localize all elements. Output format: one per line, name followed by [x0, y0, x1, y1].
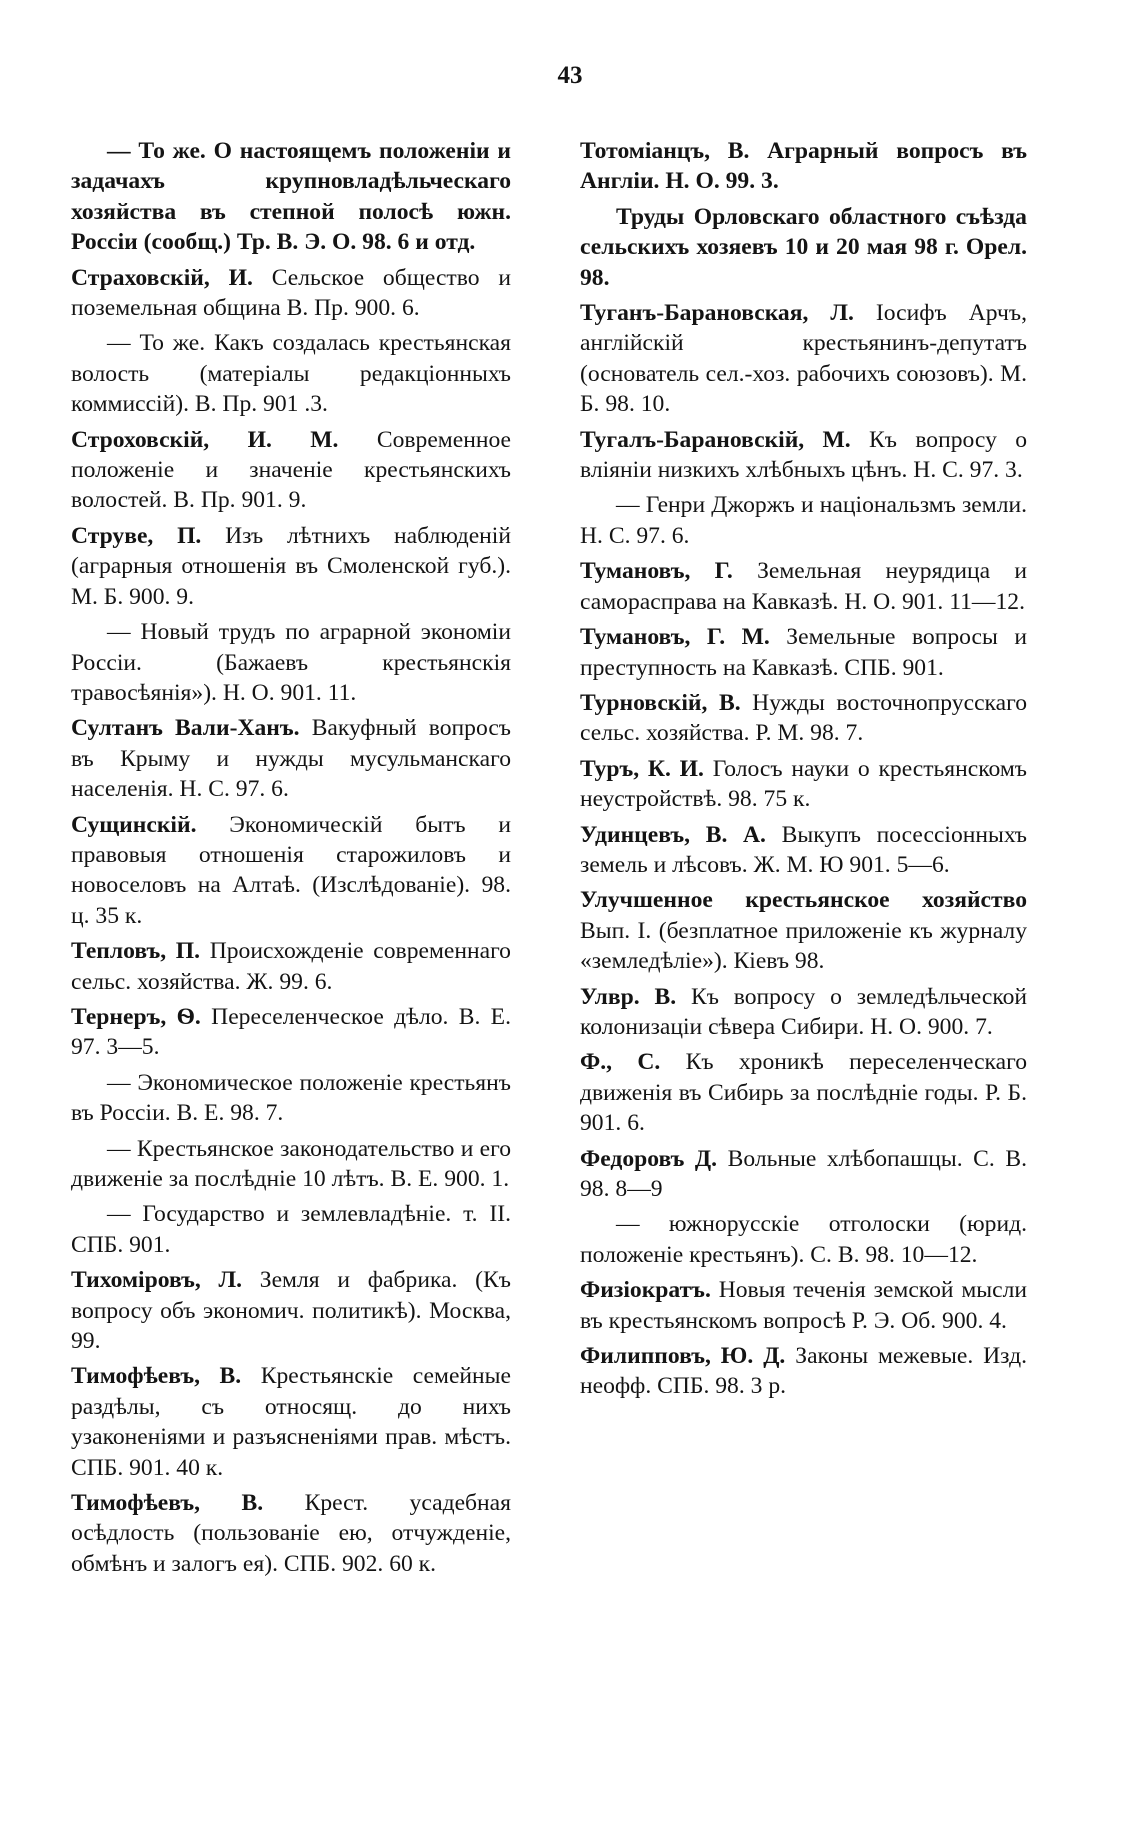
entry-text: и землевладѣніе. т. II. СПБ. 901.	[71, 1201, 512, 1258]
bibliography-entry	[580, 1341, 1027, 1402]
entry-heading: Улвр. В.	[580, 983, 677, 1010]
entry-heading: Физіократъ.	[580, 1277, 711, 1304]
bibliography-entry	[71, 263, 511, 324]
entry-text: отголоски (юрид. положеніе крестьянъ). С. В. 98. 10—12.	[580, 1211, 1027, 1268]
entry-heading: — То же.	[107, 138, 206, 164]
entry-heading: Строховскій, И. М.	[71, 426, 339, 453]
bibliography-entry	[580, 425, 1027, 486]
entry-heading: Ф., С.	[580, 1049, 661, 1076]
entry-text: Переселенческое дѣло. В. Е. 97. 3—5.	[71, 1003, 511, 1061]
entry-text: законодательство и его движеніе за послѣдніе 10 лѣтъ. В. Е. 900. 1.	[71, 1135, 511, 1192]
entry-heading: Тернеръ, Ѳ.	[71, 1003, 201, 1030]
bibliography-entry	[580, 136, 1027, 197]
entry-heading: Тугалъ-Барановскій, М.	[580, 426, 851, 453]
entry-text: по аграрной экономіи Россіи. (Бажаевъ крестьянскія травосѣянія»). Н. О. 901. 11.	[71, 619, 511, 706]
left-column	[71, 136, 511, 1584]
entry-heading: Турновскій, В.	[580, 689, 741, 716]
entry-heading: Улучшенное крестьянское хозяйство	[580, 887, 1027, 914]
entry-text: Крестьянскіе семейные раздѣлы, съ относящ. до нихъ узаконеніями и разъясненіями прав. мѣстъ. СПБ. 901. 40 к.	[71, 1363, 511, 1481]
bibliography-entry	[71, 1265, 511, 1356]
entry-text: Законы межевые. Изд. неофф. СПБ. 98. 3 р.	[580, 1343, 1027, 1400]
entry-text: Новыя теченія земской мысли въ крестьянскомъ вопросѣ Р. Э. Об. 900. 4.	[580, 1277, 1027, 1334]
entry-text: Земельная неурядица и саморасправа на Кавказѣ. Н. О. 901. 11—12.	[580, 558, 1027, 615]
bibliography-entry	[580, 1047, 1027, 1138]
entry-heading: — То же.	[107, 330, 206, 357]
right-column	[580, 136, 1027, 1407]
entry-text: Голосъ науки о крестьянскомъ неустройствѣ. 98. 75 к.	[580, 755, 1027, 813]
bibliography-entry	[71, 617, 511, 708]
bibliography-entry	[71, 136, 511, 258]
bibliography-entry	[71, 1199, 511, 1260]
entry-text: Земля и фабрика. (Къ вопросу объ экономич. политикѣ). Москва, 99.	[71, 1267, 511, 1355]
entry-heading: Туръ, К. И.	[580, 755, 704, 782]
entry-heading: Тепловъ, П.	[71, 938, 201, 965]
bibliography-entry	[580, 820, 1027, 881]
entry-text: Изъ лѣтнихъ наблюденій (аграрныя отношенія въ Смоленской губ.). М. Б. 900. 9.	[71, 522, 511, 610]
bibliography-entry	[71, 713, 511, 804]
entry-text: Сельское общество и поземельная община В. Пр. 900. 6.	[71, 264, 511, 322]
entry-heading: Тимофѣевъ, В.	[71, 1363, 242, 1390]
bibliography-entry	[580, 1144, 1027, 1205]
entry-text: Іосифъ Арчъ, англійскій крестьянинъ-депутатъ (основатель сел.-хоз. рабочихъ союзовъ). М. Б. 98. 10.	[580, 300, 1027, 418]
bibliography-entry	[71, 1002, 511, 1063]
entry-text: Крест. усадебная осѣдлость (пользованіе ею, отчужденіе, обмѣнъ и залогъ ея). СПБ. 902. 60 к.	[71, 1490, 511, 1577]
entry-text: Къ вопросу о земледѣльческой колонизаціи сѣвера Сибири. Н. О. 900. 7.	[580, 983, 1028, 1040]
entry-heading: Тихоміровъ, Л.	[71, 1267, 242, 1294]
entry-text: положеніе крестьянъ въ Россіи. В. Е. 98. 7.	[71, 1069, 511, 1127]
entry-heading: — Крестьянское	[107, 1135, 274, 1162]
bibliography-entry	[71, 425, 511, 516]
page-number: 43	[557, 62, 583, 89]
entry-heading: Удинцевъ, В. А.	[580, 821, 766, 848]
entry-text: Аграрный вопросъ въ Англіи. Н. О. 99. 3.	[580, 138, 1027, 195]
entry-heading: Туганъ-Барановская, Л.	[580, 300, 854, 327]
bibliography-entry	[71, 1134, 511, 1195]
entry-text: Къ вопросу о вліяніи низкихъ хлѣбныхъ цѣнъ. Н. С. 97. 3.	[580, 426, 1027, 484]
bibliography-entry	[580, 298, 1027, 420]
entry-heading: — Государство	[107, 1201, 265, 1228]
entry-text: Современное положеніе и значеніе крестьянскихъ волостей. В. Пр. 901. 9.	[71, 426, 512, 514]
bibliography-entry	[580, 1275, 1027, 1336]
entry-text: Вып. I. (безплатное приложеніе къ журналу «земледѣліе»). Кіевъ 98.	[580, 917, 1027, 975]
entry-heading: Тотоміанцъ, В.	[580, 138, 750, 164]
bibliography-entry	[580, 982, 1027, 1043]
entry-heading: — Новый трудъ	[107, 619, 276, 646]
entry-heading: — южнорусскіе	[616, 1211, 800, 1238]
bibliography-entry	[580, 622, 1027, 683]
entry-text: Происхожденіе современнаго сельс. хозяйства. Ж. 99. 6.	[71, 938, 511, 995]
bibliography-entry	[71, 936, 511, 997]
entry-heading: Сущинскій.	[71, 811, 197, 838]
entry-text: Земельные вопросы и преступность на Кавказѣ. СПБ. 901.	[580, 624, 1027, 681]
entry-heading: Филипповъ, Ю. Д.	[580, 1343, 786, 1370]
entry-heading: Тумановъ, Г. М.	[580, 624, 770, 651]
bibliography-entry	[71, 1068, 511, 1129]
entry-text: областного съѣзда сельскихъ хозяевъ 10 и 20 мая 98 г. Орел. 98.	[580, 203, 1027, 291]
entry-text: Вольные хлѣбопашцы. С. В. 98. 8—9	[580, 1145, 1027, 1202]
bibliography-entry	[580, 202, 1027, 293]
bibliography-entry	[71, 1361, 511, 1483]
bibliography-entry	[580, 490, 1027, 551]
bibliography-entry	[580, 688, 1027, 749]
entry-heading: Тумановъ, Г.	[580, 558, 733, 585]
bibliography-entry	[580, 754, 1027, 815]
entry-heading: Струве, П.	[71, 522, 202, 549]
entry-heading: — Экономическое	[107, 1069, 293, 1096]
bibliography-entry	[580, 1209, 1027, 1270]
entry-text: О настоящемъ положеніи и задачахъ крупновладѣльческаго хозяйства въ степной полосѣ южн. Россіи (сообщ.) Тр. В. Э. О. 98. 6 и отд.	[71, 138, 511, 256]
entry-text: Къ хроникѣ переселенческаго движенія въ Сибирь за послѣдніе годы. Р. Б. 901. 6.	[580, 1049, 1028, 1137]
entry-text: Экономическій бытъ и правовыя отношенія старожиловъ и новоселовъ на Алтаѣ. (Изслѣдованіе). 98. ц. 35 к.	[71, 811, 511, 929]
entry-heading: Тимофѣевъ, В.	[71, 1490, 264, 1517]
entry-heading: — Генри	[616, 492, 706, 519]
bibliography-entry	[580, 885, 1027, 976]
bibliography-entry	[71, 810, 511, 932]
bibliography-entry	[71, 328, 511, 419]
entry-text: Какъ создалась крестьянская волость (матеріалы редакціонныхъ коммиссій). В. Пр. 901 .3.	[71, 330, 512, 418]
entry-text: Выкупъ посессіонныхъ земель и лѣсовъ. Ж. М. Ю 901. 5—6.	[580, 821, 1027, 878]
bibliography-entry	[71, 521, 511, 612]
bibliography-entry	[580, 556, 1027, 617]
entry-heading: Труды Орловскаго	[616, 203, 820, 230]
entry-heading: Федоровъ Д.	[580, 1145, 718, 1172]
entry-text: Джоржъ и національзмъ земли. Н. С. 97. 6.	[580, 492, 1027, 549]
entry-heading: Страховскій, И.	[71, 264, 253, 291]
entry-text: Вакуфный вопросъ въ Крыму и нужды мусульманскаго населенія. Н. С. 97. 6.	[71, 715, 511, 803]
entry-text: Нужды восточнопрусскаго сельс. хозяйства. Р. М. 98. 7.	[580, 689, 1027, 747]
bibliography-entry	[71, 1488, 511, 1579]
entry-heading: Султанъ Вали-Ханъ.	[71, 715, 300, 742]
